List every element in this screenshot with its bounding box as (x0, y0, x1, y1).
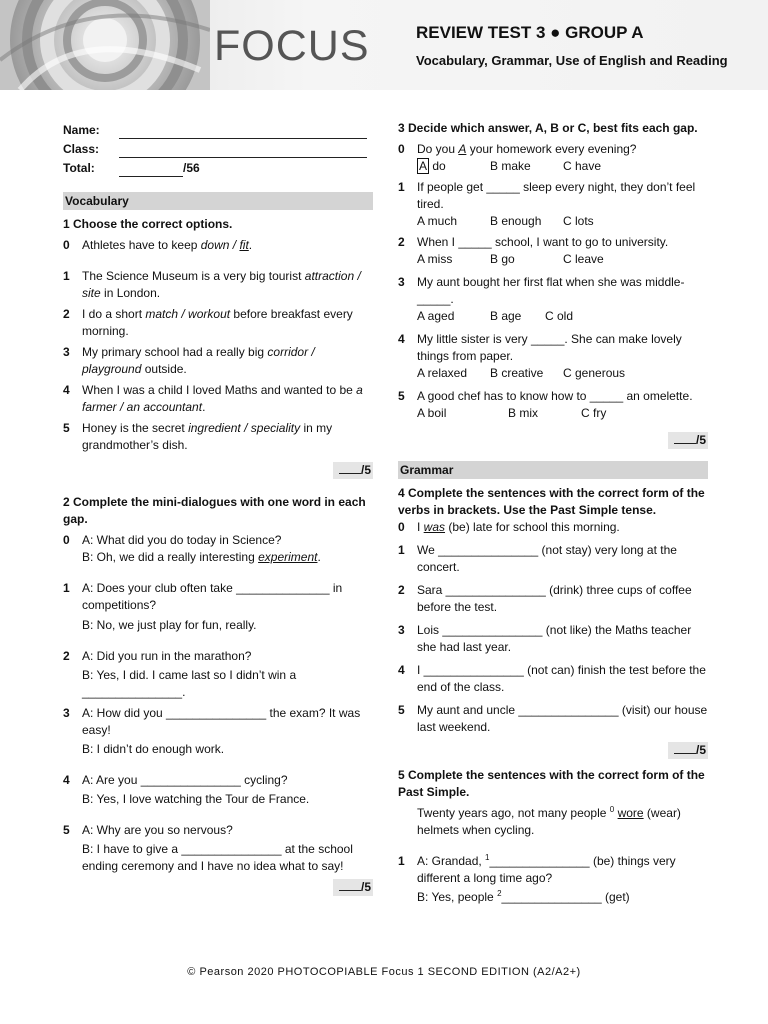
score-field[interactable] (339, 880, 361, 891)
name-field[interactable] (119, 126, 367, 139)
exercise-3-score: /5 (398, 432, 708, 449)
exercise-2-instruction: 2 Complete the mini-dialogues with one word in each gap. (63, 495, 366, 526)
exercise-5-example: Twenty years ago, not many people $^0$ wore (wear) helmets when cycling. (417, 805, 681, 837)
score-field[interactable] (674, 433, 696, 444)
page-footer: © Pearson 2020 PHOTOCOPIABLE Focus 1 SECOND EDITION (A2/A2+) (187, 966, 581, 978)
exercise-1-item: 1 The Science Museum is a very big tourist attraction / site in London. (63, 269, 361, 300)
option-b[interactable]: B mix (508, 406, 538, 420)
example-answer: fit (239, 238, 249, 252)
exercise-1-instruction: 1 Choose the correct options. (63, 217, 233, 231)
option-b[interactable]: B go (490, 252, 515, 266)
option-b[interactable]: B age (490, 309, 522, 323)
exercise-1-example: 0 Athletes have to keep down / fit. (63, 238, 253, 252)
exercise-3-instruction: 3 Decide which answer, A, B or C, best fits each gap. (398, 121, 698, 135)
exercise-4-item: 2 Sara _______________ (drink) three cups of coffee before the test. (398, 583, 692, 614)
option-c[interactable]: C generous (563, 366, 626, 380)
example-answer: wore (617, 806, 644, 820)
option-choice[interactable]: corridor / playground (82, 345, 315, 376)
left-column (63, 120, 373, 896)
exercise-3-item: 4 My little sister is very _____. She can make lovely things from paper. A relaxed B creative C generous (398, 332, 682, 380)
name-label: Name: (63, 123, 100, 137)
option-a[interactable]: A relaxed (417, 366, 468, 380)
exercise-2-item: 2 A: Did you run in the marathon? B: Yes, I did. I came last so I didn’t win a _______________. (63, 649, 297, 699)
exercise-2-example: 0 A: What did you do today in Science? B: Oh, we did a really interesting experiment. (63, 533, 321, 564)
test-subtitle: Vocabulary, Grammar, Use of English and Reading (416, 53, 728, 68)
option-choice[interactable]: ingredient / speciality (188, 421, 301, 435)
option-c[interactable]: C old (545, 309, 574, 323)
exercise-4-example: 0 I was (be) late for school this morning. (398, 520, 620, 534)
class-label: Class: (63, 142, 100, 156)
page-header (0, 0, 768, 90)
selected-answer-box: A (419, 159, 428, 173)
exercise-1-item: 4 When I was a child I loved Maths and wanted to be a farmer / an accountant. (63, 383, 363, 414)
exercise-1-score: /5 (63, 462, 373, 479)
exercise-2-item: 1 A: Does your club often take ______________ in competitions? B: No, we just play for fun, really. (63, 581, 343, 632)
name-row (63, 120, 373, 139)
example-answer: experiment (258, 550, 318, 564)
exercise-2-item: 4 A: Are you _______________ cycling? B: Yes, I love watching the Tour de France. (63, 773, 310, 806)
class-field[interactable] (119, 145, 367, 158)
total-row (63, 158, 373, 177)
option-choice[interactable]: a farmer / an accountant (82, 383, 363, 414)
exercise-3-item: 2 When I _____ school, I want to go to university. A miss B go C leave (398, 235, 669, 266)
exercise-4-item: 5 My aunt and uncle _______________ (visit) our house last weekend. (398, 703, 708, 734)
option-b[interactable]: B creative (490, 366, 544, 380)
right-column (398, 120, 708, 906)
exercise-2-item: 5 A: Why are you so nervous? B: I have to give a _______________ at the school ending ceremony and I have no idea what to say! (63, 823, 353, 873)
grammar-section-header: Grammar (398, 461, 708, 479)
exercise-2-score: /5 (63, 879, 373, 896)
option-c[interactable]: C fry (581, 406, 607, 420)
exercise-4-item: 1 We _______________ (not stay) very long at the concert. (398, 543, 677, 574)
option-c[interactable]: C leave (563, 252, 604, 266)
exercise-3-item: 1 If people get _____ sleep every night, they don’t feel tired. A much B enough C lots (398, 180, 696, 228)
option-b[interactable]: B enough (490, 214, 542, 228)
option-a[interactable]: A miss (417, 252, 453, 266)
class-row (63, 139, 373, 158)
total-label: Total: (63, 161, 95, 175)
total-max: /56 (183, 161, 200, 175)
example-answer: A (458, 142, 467, 156)
option-a[interactable]: A boil (417, 406, 447, 420)
score-field[interactable] (339, 463, 361, 474)
exercise-3-item: 5 A good chef has to know how to _____ an omelette. A boil B mix C fry (398, 389, 693, 420)
brand-wordmark: FOCUS (214, 22, 370, 70)
score-field[interactable] (674, 743, 696, 754)
exercise-5-item: 1 A: Grandad, $^1$_______________ (be) things very different a long time ago? B: Yes, people $^2$_______________ (get) (398, 853, 676, 904)
exercise-5-instruction: 5 Complete the sentences with the correct form of the Past Simple. (398, 768, 705, 799)
exercise-2-item: 3 A: How did you _______________ the exam? It was easy! B: I didn’t do enough work. (63, 706, 361, 756)
exercise-4-item: 4 I _______________ (not can) finish the test before the end of the class. (398, 663, 706, 694)
exercise-4-instruction: 4 Complete the sentences with the correct form of the verbs in brackets. Use the Past Simple tense. (398, 486, 705, 517)
exercise-3-item: 3 My aunt bought her first flat when she was middle- _____. A aged B age C old (398, 275, 685, 323)
option-a[interactable]: A much (417, 214, 458, 228)
example-answer: was (423, 520, 446, 534)
test-title: REVIEW TEST 3 ● GROUP A (416, 23, 644, 42)
total-field[interactable] (119, 164, 183, 177)
exercise-1-item: 3 My primary school had a really big corridor / playground outside. (63, 345, 315, 376)
focus-logo-graphic (0, 0, 210, 90)
option-c[interactable]: C lots (563, 214, 594, 228)
option-a[interactable]: A aged (417, 309, 455, 323)
vocabulary-section-header: Vocabulary (63, 192, 373, 210)
exercise-1-item: 2 I do a short match / workout before breakfast every morning. (63, 307, 353, 338)
exercise-1-item: 5 Honey is the secret ingredient / speciality in my grandmother’s dish. (63, 421, 333, 452)
exercise-4-score: /5 (398, 742, 708, 759)
option-choice[interactable]: attraction / site (82, 269, 361, 300)
exercise-4-item: 3 Lois _______________ (not like) the Maths teacher she had last year. (398, 623, 692, 654)
exercise-3-example: 0 Do you A your homework every evening? A do B make C have (398, 142, 637, 173)
option-choice[interactable]: match / workout (145, 307, 231, 321)
